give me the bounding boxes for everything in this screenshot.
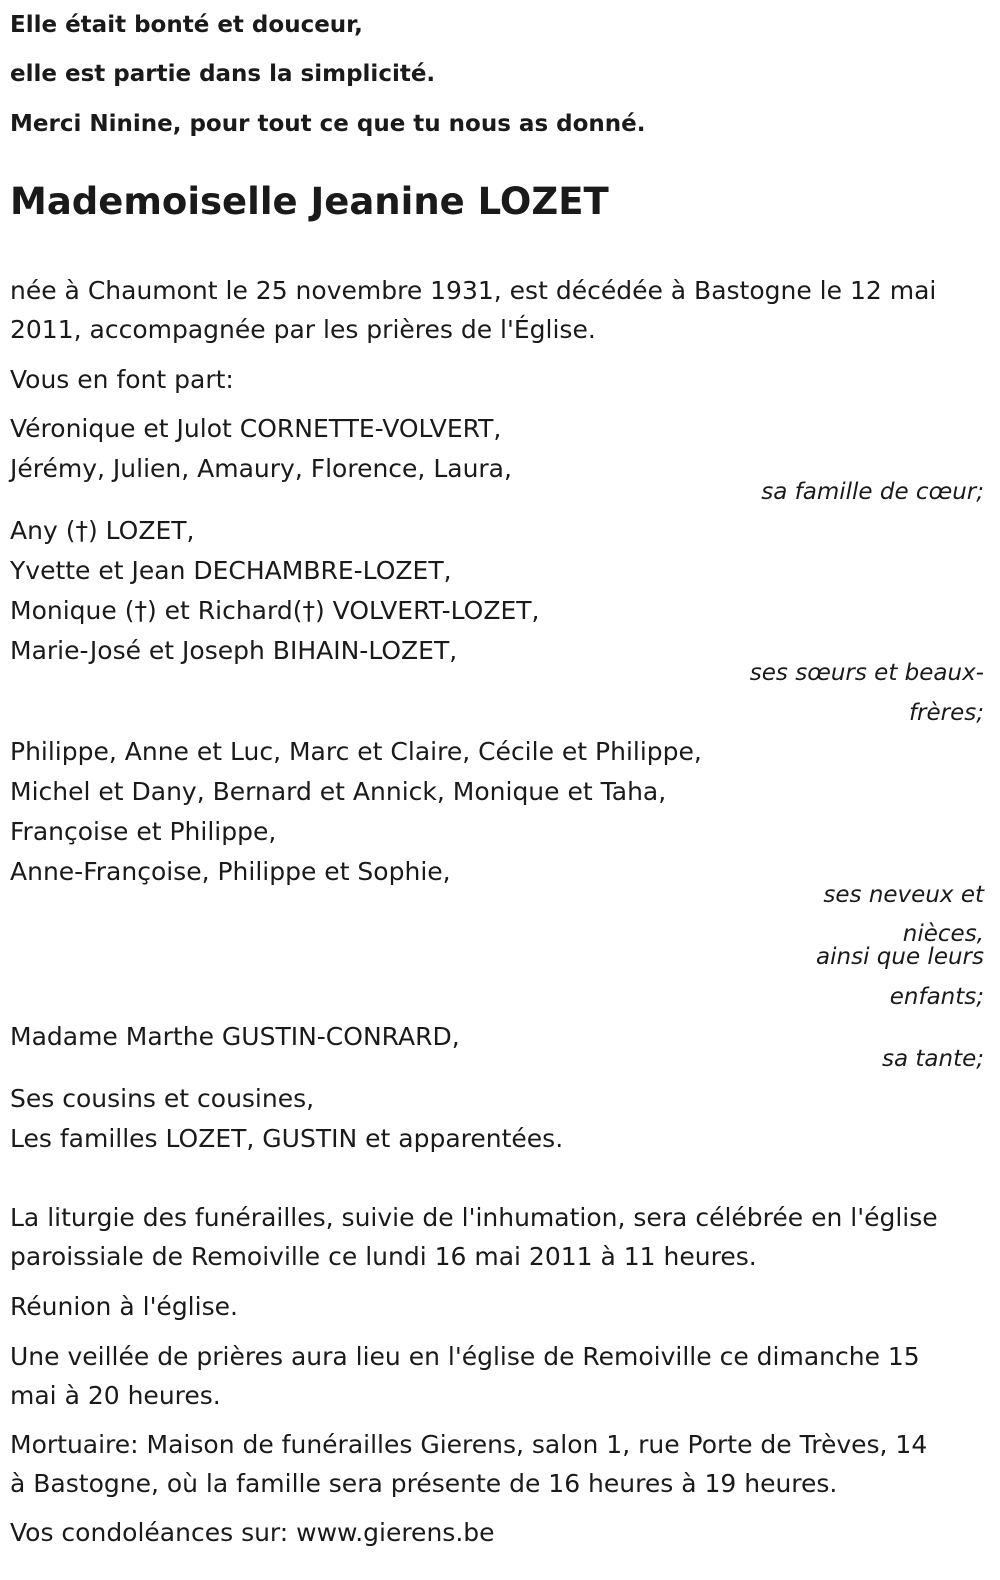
relation-label: nièces, bbox=[902, 921, 984, 947]
relation-label: sa tante; bbox=[882, 1046, 984, 1072]
intro-line: née à Chaumont le 25 novembre 1931, est décédée à Bastogne le 12 mai bbox=[10, 276, 937, 305]
funeral-line: paroissiale de Remoiville ce lundi 16 mai 2011 à 11 heures. bbox=[10, 1242, 757, 1271]
epitaph-line: Merci Ninine, pour tout ce que tu nous as donné. bbox=[10, 111, 646, 137]
mourner-line: Any (†) LOZET, bbox=[10, 516, 195, 545]
intro-line: 2011, accompagnée par les prières de l'Église. bbox=[10, 315, 596, 344]
announce-text: Vous en font part: bbox=[10, 365, 234, 394]
relation-label: ses sœurs et beaux- bbox=[749, 660, 984, 686]
epitaph-line: elle est partie dans la simplicité. bbox=[10, 61, 436, 87]
mortuary-line: à Bastogne, où la famille sera présente de 16 heures à 19 heures. bbox=[10, 1469, 838, 1498]
mourner-line: Françoise et Philippe, bbox=[10, 817, 277, 846]
funeral-line: La liturgie des funérailles, suivie de l'inhumation, sera célébrée en l'église bbox=[10, 1203, 938, 1232]
vigil-line: mai à 20 heures. bbox=[10, 1381, 221, 1410]
condolences-text: Vos condoléances sur: www.gierens.be bbox=[10, 1518, 495, 1547]
mourner-line: Yvette et Jean DECHAMBRE-LOZET, bbox=[10, 556, 452, 585]
vigil-line: Une veillée de prières aura lieu en l'église de Remoiville ce dimanche 15 bbox=[10, 1342, 920, 1371]
relation-label: ses neveux et bbox=[823, 882, 984, 908]
mourner-line: Véronique et Julot CORNETTE-VOLVERT, bbox=[10, 414, 502, 443]
mourner-line: Anne-Françoise, Philippe et Sophie, bbox=[10, 857, 451, 886]
mourner-line: Marie-José et Joseph BIHAIN-LOZET, bbox=[10, 636, 458, 665]
relation-label: sa famille de cœur; bbox=[761, 479, 984, 505]
relation-label: enfants; bbox=[889, 984, 984, 1010]
mourner-line: Philippe, Anne et Luc, Marc et Claire, Cécile et Philippe, bbox=[10, 737, 702, 766]
mortuary-line: Mortuaire: Maison de funérailles Gierens, salon 1, rue Porte de Trèves, 14 bbox=[10, 1430, 928, 1459]
relation-label: frères; bbox=[908, 700, 984, 726]
epitaph-line: Elle était bonté et douceur, bbox=[10, 12, 363, 38]
mourner-line: Monique (†) et Richard(†) VOLVERT-LOZET, bbox=[10, 596, 540, 625]
mourner-line: Madame Marthe GUSTIN-CONRARD, bbox=[10, 1022, 460, 1051]
mourner-line: Jérémy, Julien, Amaury, Florence, Laura, bbox=[10, 454, 512, 483]
relation-label: ainsi que leurs bbox=[816, 944, 984, 970]
mourner-line: Michel et Dany, Bernard et Annick, Monique et Taha, bbox=[10, 777, 667, 806]
meeting-text: Réunion à l'église. bbox=[10, 1292, 238, 1321]
page-title: Mademoiselle Jeanine LOZET bbox=[10, 180, 609, 223]
mourner-line: Les familles LOZET, GUSTIN et apparentées. bbox=[10, 1124, 564, 1153]
mourner-line: Ses cousins et cousines, bbox=[10, 1084, 315, 1113]
